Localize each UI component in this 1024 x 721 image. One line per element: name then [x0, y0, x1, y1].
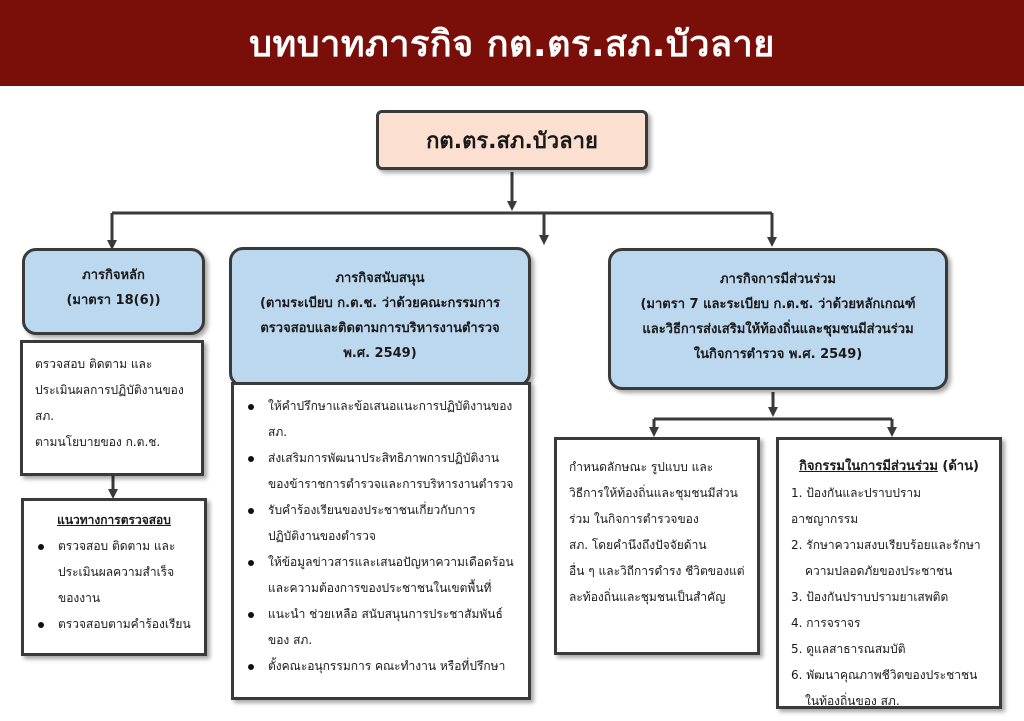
support-item-line: ให้ข้อมูลข่าวสารและเสนอปัญหาความเดือดร้อน [268, 555, 514, 569]
activity-line: 2. รักษาความสงบเรียบร้อยและรักษา [791, 538, 981, 552]
activity-item [791, 662, 987, 714]
participation-subtitle-line: และวิธีการส่งเสริมให้ท้องถิ่นและชุมชนมีส่วนร่วม [642, 322, 914, 337]
activity-line: ในท้องถิ่นของ สภ. [805, 694, 900, 708]
support-item-line: แนะนำ ช่วยเหลือ สนับสนุนการประชาสัมพันธ์ [268, 607, 503, 621]
participation-description-line: ร่วม ในกิจการตำรวจของ [569, 512, 699, 526]
activity-line: 5. ดูแลสาธารณสมบัติ [791, 642, 906, 656]
guideline-list [36, 533, 192, 637]
main-mission-title: ภารกิจหลัก [82, 268, 145, 283]
activities-heading [791, 454, 987, 480]
support-item-line: ตั้งคณะอนุกรรมการ คณะทำงาน หรือที่ปรึกษา [268, 659, 506, 673]
support-item [246, 393, 516, 445]
support-item-line: และความต้องการของประชาชนในเขตพื้นที่ [268, 581, 492, 595]
activities-list [791, 480, 987, 714]
support-item-line: ของ สภ. [268, 633, 313, 647]
support-item-line: ปฏิบัติงานของตำรวจ [268, 529, 376, 543]
support-mission-subtitle-line: พ.ศ. 2549) [343, 346, 417, 361]
guideline-item-line: ประเมินผลความสำเร็จ [58, 565, 175, 579]
guideline-item-line: ของงาน [58, 591, 101, 605]
support-mission-subtitle-line: (ตามระเบียบ ก.ต.ช. ว่าด้วยคณะกรรมการ [259, 296, 501, 311]
main-mission-line: ประเมินผลการปฏิบัติงานของ [35, 383, 184, 397]
support-item [246, 445, 516, 497]
support-item [246, 497, 516, 549]
support-item-line: ส่งเสริมการพัฒนาประสิทธิภาพการปฏิบัติงาน [268, 451, 500, 465]
participation-description-box [554, 437, 760, 655]
activity-item [791, 610, 987, 636]
main-mission-subtitle: (มาตรา 18(6)) [66, 293, 161, 308]
activity-line: 3. ป้องกันปราบปรามยาเสพติด [791, 590, 949, 604]
activity-line: 1. ป้องกันและปราบปรามอาชญากรรม [791, 486, 922, 526]
guideline-item [36, 533, 192, 611]
activity-item [791, 584, 987, 610]
participation-description-line: สภ. โดยคำนึงถึงปัจจัยด้าน [569, 538, 707, 552]
participation-description-line: อื่น ๆ และวิถีการดำรง ชีวิตของแต่ [569, 564, 745, 578]
participation-subtitle-line: (มาตรา 7 และระเบียบ ก.ต.ช. ว่าด้วยหลักเกณฑ์ [640, 297, 916, 312]
main-mission-line: ตามนโยบายของ ก.ต.ช. [35, 435, 161, 449]
support-mission-header [229, 247, 531, 387]
guideline-item [36, 611, 192, 637]
activity-item [791, 480, 987, 532]
support-item [246, 549, 516, 601]
activity-line: 4. การจราจร [791, 616, 861, 630]
root-node [376, 110, 648, 170]
activities-title: กิจกรรมในการมีส่วนร่วม [799, 459, 938, 474]
support-item [246, 601, 516, 653]
activity-item [791, 532, 987, 584]
activity-line: 6. พัฒนาคุณภาพชีวิตของประชาชน [791, 668, 978, 682]
support-item-line: ของข้าราชการตำรวจและการบริหารงานตำรวจ [268, 477, 514, 491]
support-item-line: รับคำร้องเรียนของประชาชนเกี่ยวกับการ [268, 503, 476, 517]
support-mission-list [246, 393, 516, 679]
main-mission-line: สภ. [35, 409, 55, 423]
guideline-item-line: ตรวจสอบตามคำร้องเรียน [58, 617, 191, 631]
support-mission-title: ภารกิจสนับสนุน [335, 271, 425, 286]
support-item-line: สภ. [268, 425, 288, 439]
participation-activities-box [776, 437, 1002, 709]
guideline-item-line: ตรวจสอบ ติดตาม และ [58, 539, 176, 553]
support-mission-list-box [231, 382, 531, 700]
participation-description-line: ละท้องถิ่นและชุมชนเป็นสำคัญ [569, 590, 726, 604]
activity-line: ความปลอดภัยของประชาชน [805, 564, 953, 578]
guideline-box [21, 498, 207, 656]
support-item [246, 653, 516, 679]
participation-description-line: วิธีการให้ท้องถิ่นและชุมชนมีส่วน [569, 486, 738, 500]
guideline-title: แนวทางการตรวจสอบ [57, 513, 171, 527]
activities-title-suffix: (ด้าน) [937, 459, 979, 474]
main-mission-header [22, 248, 205, 335]
support-mission-subtitle-line: ตรวจสอบและติดตามการบริหารงานตำรวจ [260, 321, 500, 336]
main-mission-line: ตรวจสอบ ติดตาม และ [35, 357, 153, 371]
support-item-line: ให้คำปรึกษาและข้อเสนอแนะการปฏิบัติงานของ [268, 399, 513, 413]
participation-mission-header [608, 248, 948, 390]
activity-item [791, 636, 987, 662]
participation-mission-title: ภารกิจการมีส่วนร่วม [719, 272, 837, 287]
participation-subtitle-line: ในกิจการตำรวจ พ.ศ. 2549) [693, 347, 863, 362]
page-title: บทบาทภารกิจ กต.ตร.สภ.บัวลาย [249, 23, 775, 65]
participation-description-line: กำหนดลักษณะ รูปแบบ และ [569, 460, 714, 474]
main-mission-body [20, 340, 204, 476]
root-label: กต.ตร.สภ.บัวลาย [426, 128, 598, 154]
